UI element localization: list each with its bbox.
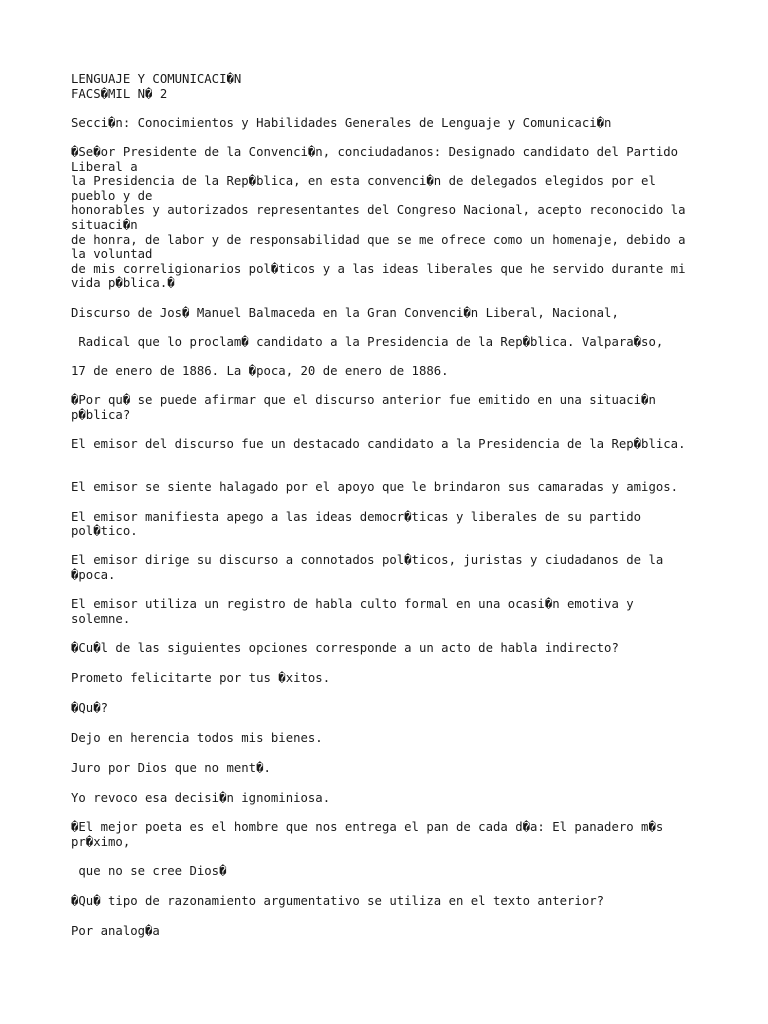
answer-option: Por analog�a xyxy=(71,923,160,938)
speech-line: �Se�or Presidente de la Convenci�n, conciudadanos: Designado candidato del Partido xyxy=(71,144,679,159)
quote-line: pr�ximo, xyxy=(71,834,131,849)
question-text: p�blica? xyxy=(71,407,131,422)
answer-option-line: �poca. xyxy=(71,568,116,582)
quote-block xyxy=(71,820,697,849)
answer-option: Prometo felicitarte por tus �xitos. xyxy=(71,670,331,685)
speech-quote xyxy=(71,145,697,291)
speech-line: Liberal a xyxy=(71,159,138,174)
answer-option: Juro por Dios que no ment�. xyxy=(71,760,271,775)
answer-option-line: solemne. xyxy=(71,611,131,626)
question-1 xyxy=(71,393,697,422)
speech-line: la Presidencia de la Rep�blica, en esta convenci�n de delegados elegidos por el xyxy=(71,174,656,189)
answer-option xyxy=(71,553,697,582)
document-title: LENGUAJE Y COMUNICACI�N xyxy=(71,72,242,86)
answer-option-line: El emisor utiliza un registro de habla culto formal en una ocasi�n emotiva y xyxy=(71,597,634,612)
quote-continuation: que no se cree Dios� xyxy=(71,863,227,878)
speech-line: vida p�blica.� xyxy=(71,276,175,291)
answer-option: El emisor del discurso fue un destacado candidato a la Presidencia de la Rep�blica. xyxy=(71,436,686,451)
answer-option-line: pol�tico. xyxy=(71,524,138,539)
speech-line: la voluntad xyxy=(71,247,153,262)
source-citation: Discurso de Jos� Manuel Balmaceda en la Gran Convenci�n Liberal, Nacional, xyxy=(71,305,619,320)
quote-line: �El mejor poeta es el hombre que nos entrega el pan de cada d�a: El panadero m�s xyxy=(71,820,664,835)
answer-option xyxy=(71,510,697,539)
source-citation: 17 de enero de 1886. La �poca, 20 de enero de 1886. xyxy=(71,363,449,378)
answer-option: Yo revoco esa decisi�n ignominiosa. xyxy=(71,790,331,805)
answer-option: �Qu�? xyxy=(71,700,109,715)
speech-line: de honra, de labor y de responsabilidad que se me ofrece como un homenaje, debido a xyxy=(71,232,686,247)
source-citation: Radical que lo proclam� candidato a la Presidencia de la Rep�blica. Valpara�so, xyxy=(71,334,664,349)
speech-line: de mis correligionarios pol�ticos y a las ideas liberales que he servido durante mi xyxy=(71,261,686,276)
document-subtitle: FACS�MIL N� 2 xyxy=(71,86,168,101)
question-3: �Qu� tipo de razonamiento argumentativo se utiliza en el texto anterior? xyxy=(71,893,605,908)
question-text: �Por qu� se puede afirmar que el discurso anterior fue emitido en una situaci�n xyxy=(71,393,656,408)
speech-line: honorables y autorizados representantes del Congreso Nacional, acepto reconocido la xyxy=(71,203,686,218)
answer-option-line: El emisor dirige su discurso a connotados pol�ticos, juristas y ciudadanos de la xyxy=(71,553,664,568)
answer-option-line: El emisor manifiesta apego a las ideas democr�ticas y liberales de su partido xyxy=(71,509,642,524)
speech-line: pueblo y de xyxy=(71,188,153,203)
speech-line: situaci�n xyxy=(71,217,138,232)
question-2: �Cu�l de las siguientes opciones corresponde a un acto de habla indirecto? xyxy=(71,640,619,655)
section-heading: Secci�n: Conocimientos y Habilidades Generales de Lenguaje y Comunicaci�n xyxy=(71,115,612,130)
answer-option xyxy=(71,597,697,626)
answer-option: Dejo en herencia todos mis bienes. xyxy=(71,730,323,745)
answer-option: El emisor se siente halagado por el apoyo que le brindaron sus camaradas y amigos. xyxy=(71,480,679,495)
